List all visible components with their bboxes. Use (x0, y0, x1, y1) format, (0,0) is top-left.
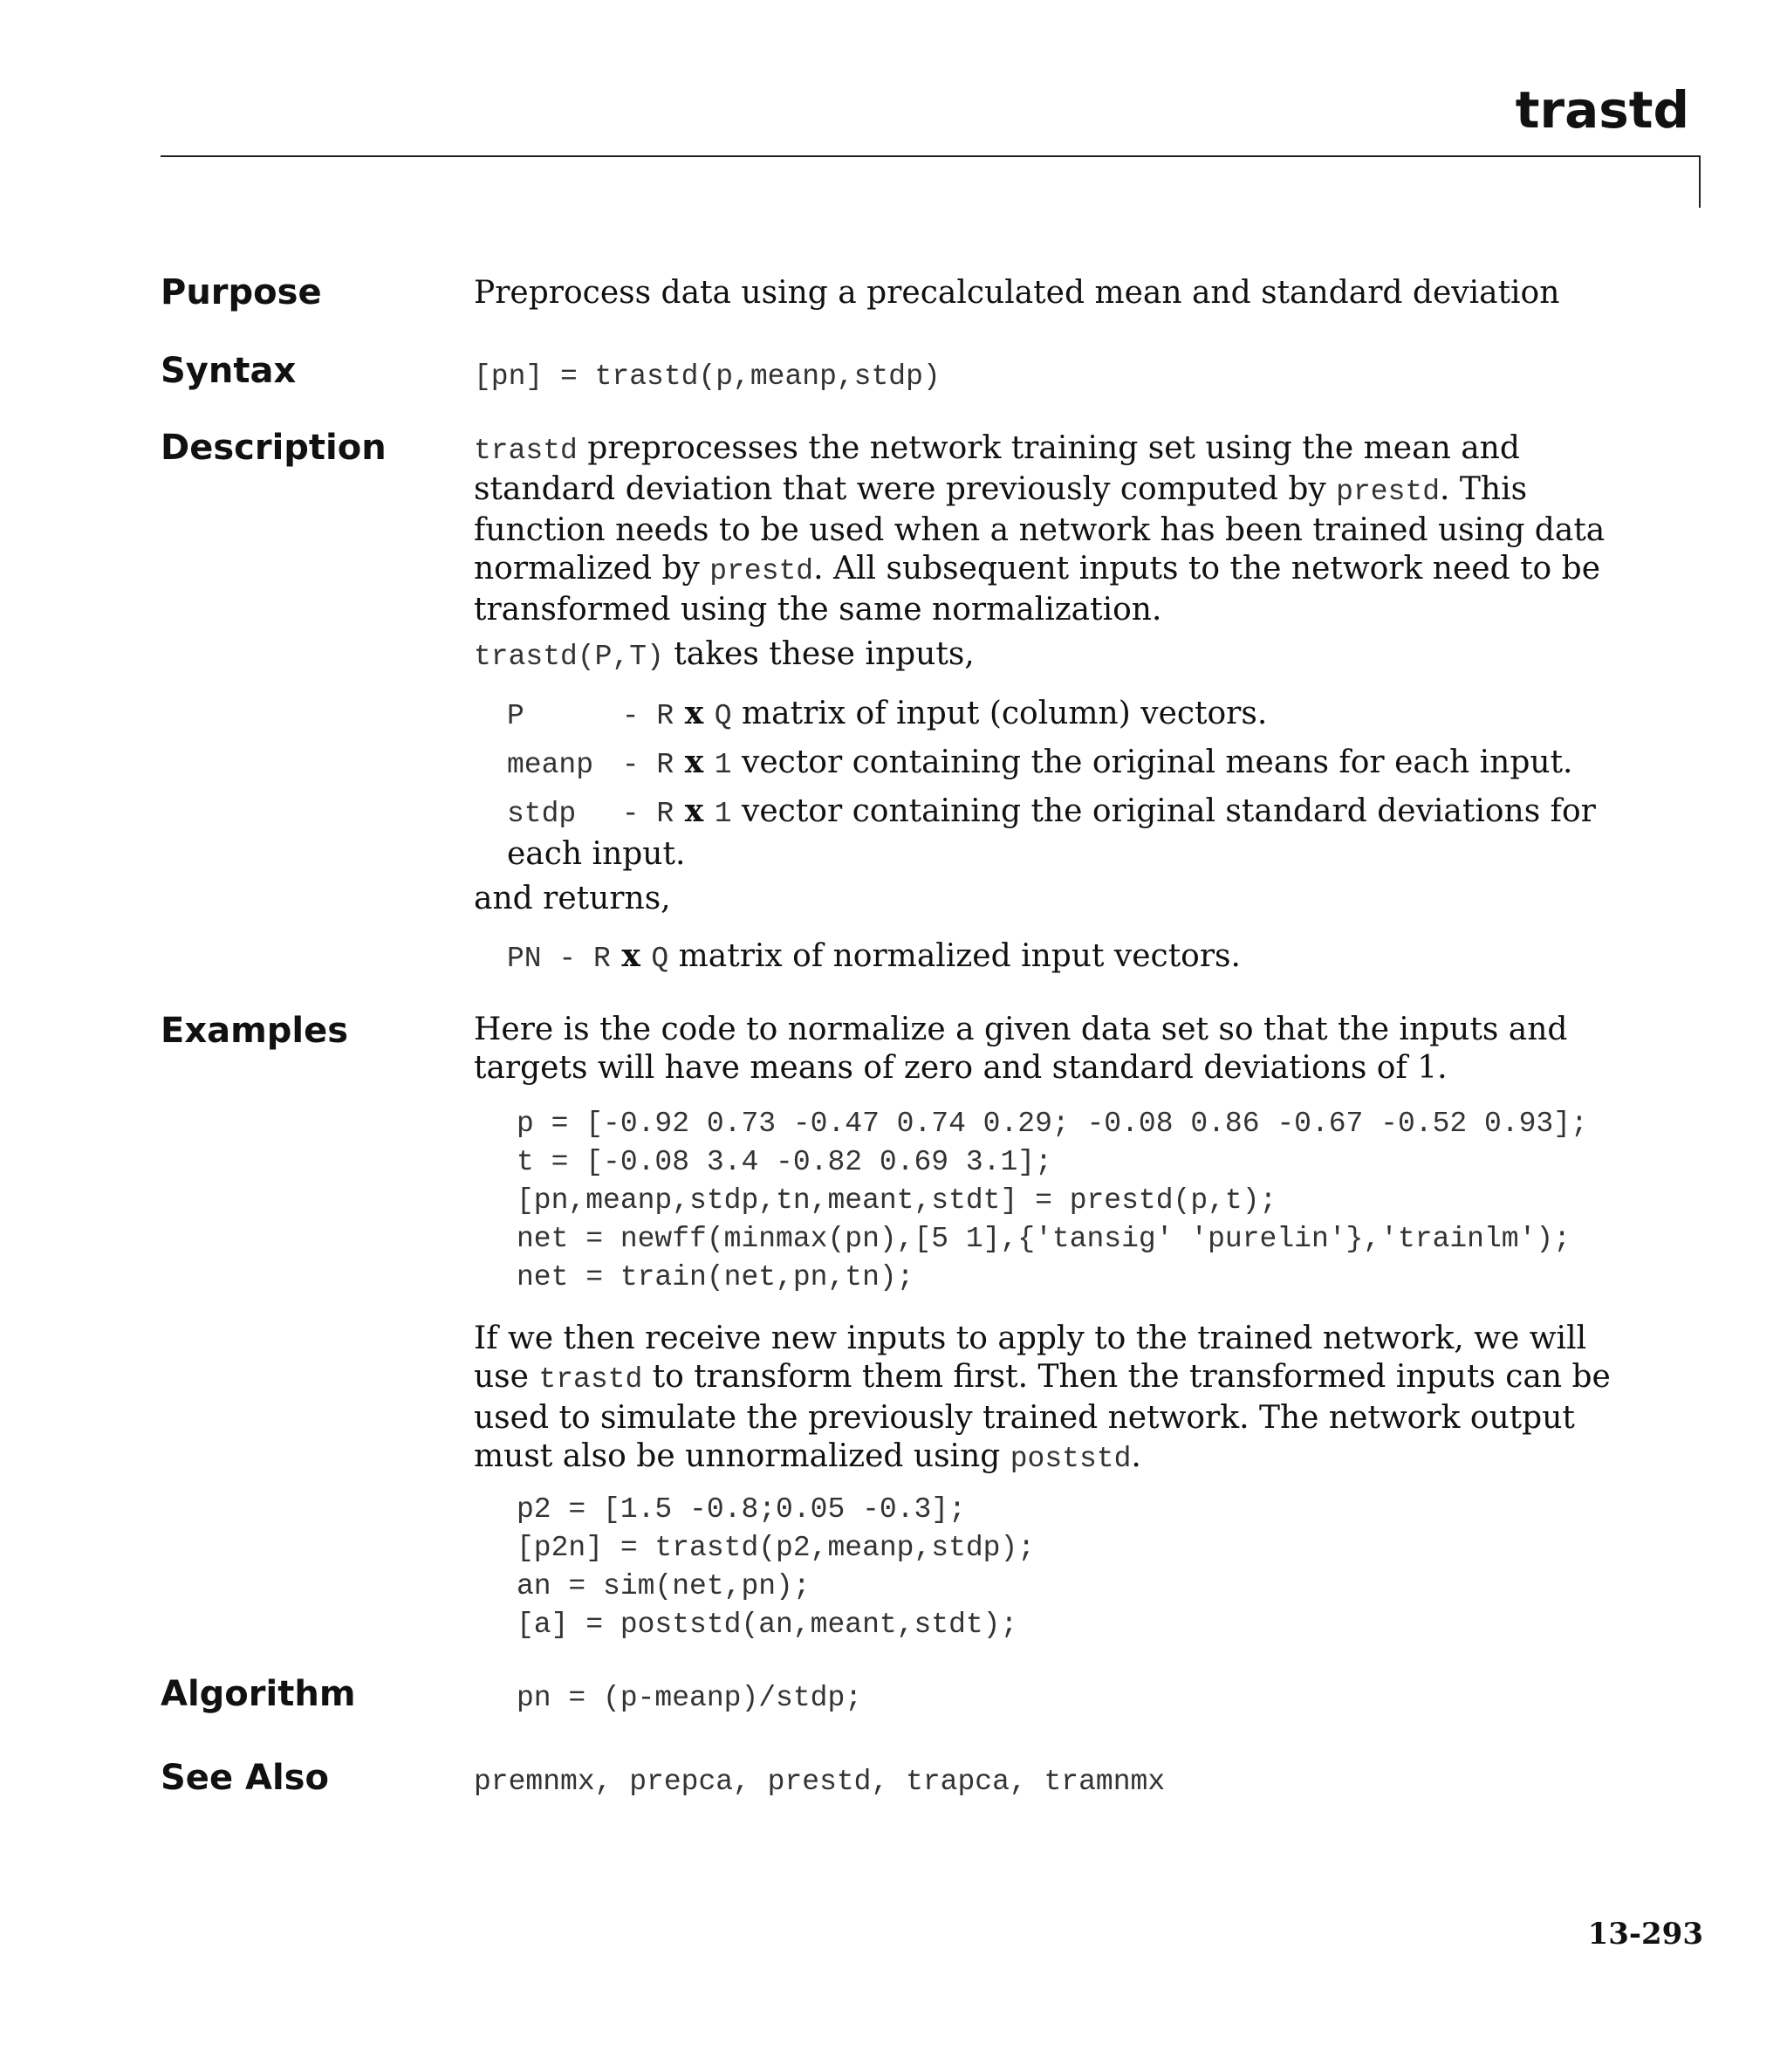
returns-intro: and returns, (474, 881, 671, 916)
see-also-list: premnmx, prepca, prestd, trapca, tramnmx (474, 1766, 1166, 1798)
arg-times: x (674, 695, 715, 731)
example-code-block (517, 1105, 1588, 1297)
arg-item (507, 742, 1641, 786)
arg-dim: Q (651, 943, 669, 975)
arg-dim: R (656, 749, 674, 781)
arg-times: x (674, 792, 715, 829)
arg-dim: 1 (714, 798, 732, 830)
section-heading-purpose: Purpose (161, 272, 322, 312)
arg-text: vector containing the original standard deviations for each input. (507, 793, 1596, 872)
arg-times: x (610, 937, 652, 974)
section-heading-see-also: See Also (161, 1758, 329, 1798)
arg-times: x (674, 744, 715, 780)
arg-text: vector containing the original means for each input. (731, 744, 1573, 780)
arg-name: PN (507, 943, 542, 975)
arg-item (507, 693, 1641, 737)
arg-name: stdp (507, 798, 577, 830)
text-run: . All subsequent inputs to the network need to be transformed using the same normalization. (474, 551, 1601, 628)
arg-dash: - (605, 700, 657, 732)
section-heading-description: Description (161, 428, 387, 468)
section-heading-syntax: Syntax (161, 351, 297, 391)
header-rule (161, 155, 1701, 157)
syntax-code: [pn] = trastd(p,meanp,stdp) (474, 360, 941, 393)
code-line: p2 = [1.5 -0.8;0.05 -0.3]; (517, 1493, 966, 1526)
header-rule-tick (1699, 155, 1701, 208)
arg-dim: R (656, 700, 674, 732)
text-run: to transform them first. Then the transformed inputs can be used to simulate the previously trained network. The network output must also be unnormalized using (474, 1359, 1611, 1474)
arg-dim: R (656, 798, 674, 830)
code-line: an = sim(net,pn); (517, 1570, 811, 1602)
arg-name: meanp (507, 749, 594, 781)
examples-paragraph (474, 1320, 1634, 1479)
code-ref: poststd (1010, 1443, 1132, 1475)
arg-item (507, 791, 1641, 875)
text-run: . (1131, 1438, 1141, 1474)
code-line: net = train(net,pn,tn); (517, 1261, 914, 1293)
code-line: net = newff(minmax(pn),[5 1],{'tansig' 'purelin'},'trainlm'); (517, 1223, 1571, 1255)
inputs-intro (474, 635, 1634, 676)
arg-text: matrix of normalized input vectors. (668, 938, 1241, 974)
text-run: . This function needs to be used when a network has been trained using data normalized by (474, 471, 1606, 587)
return-item (507, 936, 1641, 979)
description-paragraph (474, 429, 1634, 629)
text-run: If we then receive new inputs to apply to the trained network, we will use (474, 1321, 1587, 1395)
page-number: 13-293 (1587, 1917, 1703, 1952)
code-line: [pn,meanp,stdp,tn,meant,stdt] = prestd(p,t); (517, 1184, 1277, 1217)
arg-dim: R (593, 943, 611, 975)
code-line: p = [-0.92 0.73 -0.47 0.74 0.29; -0.08 0.86 -0.67 -0.52 0.93]; (517, 1108, 1588, 1140)
examples-intro: Here is the code to normalize a given data set so that the inputs and targets will have means of zero and standard deviations of 1. (474, 1012, 1568, 1086)
arg-dim: 1 (714, 749, 732, 781)
code-line: [p2n] = trastd(p2,meanp,stdp); (517, 1532, 1036, 1564)
code-line: [a] = poststd(an,meant,stdt); (517, 1609, 1018, 1641)
arg-dash: - (605, 798, 657, 830)
text-run: preprocesses the network training set using the mean and standard deviation that were previously computed by (474, 430, 1520, 507)
code-ref: trastd (474, 435, 578, 467)
code-line: t = [-0.08 3.4 -0.82 0.69 3.1]; (517, 1146, 1052, 1178)
arg-text: matrix of input (column) vectors. (731, 696, 1268, 731)
code-ref: trastd (538, 1363, 643, 1396)
arg-dim: Q (714, 700, 732, 732)
arg-dash: - (541, 943, 594, 975)
arg-dash: - (605, 749, 657, 781)
code-ref: trastd(P,T) (474, 641, 664, 673)
example-code-block-2 (517, 1491, 1035, 1644)
purpose-text: Preprocess data using a precalculated mean and standard deviation (474, 275, 1560, 311)
section-heading-examples: Examples (161, 1011, 349, 1051)
section-heading-algorithm: Algorithm (161, 1674, 356, 1714)
page-title: trastd (1515, 80, 1689, 140)
arg-name: P (507, 700, 524, 732)
text-run: takes these inputs, (663, 636, 975, 672)
code-ref: prestd (1336, 476, 1440, 508)
code-ref: prestd (709, 555, 814, 587)
algorithm-code: pn = (p-meanp)/stdp; (517, 1682, 863, 1714)
